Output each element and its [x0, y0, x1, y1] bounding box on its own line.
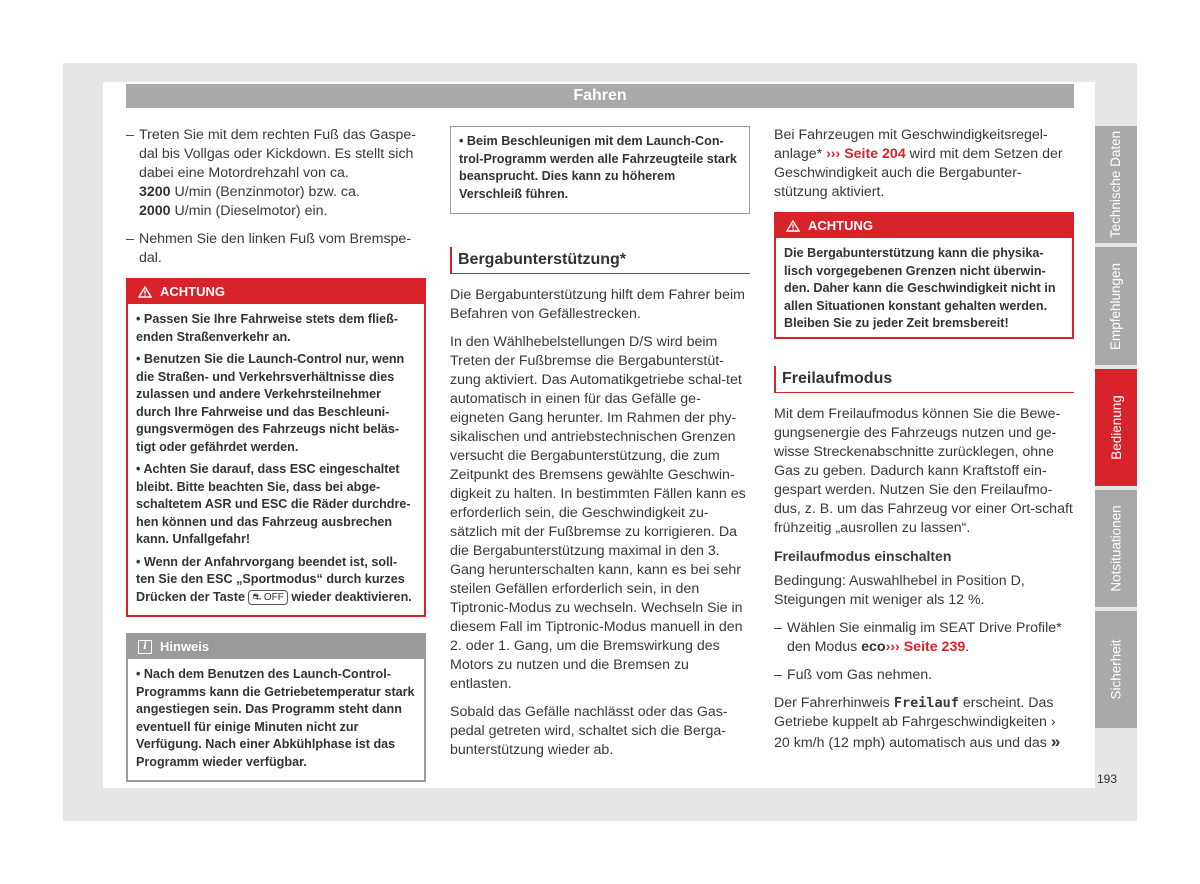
section-heading: Bergabunterstützung*: [450, 250, 750, 274]
rpm-diesel: 2000: [139, 203, 171, 219]
tab-notsituationen[interactable]: [1095, 490, 1137, 607]
warning-box: [126, 278, 426, 617]
step-text: .: [965, 638, 970, 655]
warning-bullet: • Achten Sie darauf, dass ESC eingeschaltet bleibt. Bitte beachten Sie, dass bei abge-schaltetem ASR und ESC die Räder durchdre-hen können und das Fahrzeug ausbrechen kann. Unfallgefahr!: [136, 461, 416, 549]
column-3: [774, 126, 1074, 762]
section-heading: Freilaufmodus: [774, 369, 1074, 393]
tab-bedienung[interactable]: [1095, 369, 1137, 486]
eco-mode-label: eco: [861, 638, 886, 655]
paragraph-text: Der Fahrerhinweis: [774, 694, 894, 711]
warning-title: ACHTUNG: [808, 218, 873, 233]
warning-title: ACHTUNG: [160, 284, 225, 299]
warning-triangle-icon: [786, 220, 800, 232]
warning-text: wieder deaktivieren.: [287, 589, 412, 604]
step-release-brake: – Nehmen Sie den linken Fuß vom Bremspe-dal.: [126, 230, 426, 268]
paragraph: Mit dem Freilaufmodus können Sie die Bewe-gungsenergie des Fahrzeugs nutzen und ge-wisse Streckenabschnitte zurücklegen, ohne Gas zu geben. Dadurch kann Kraftstoff ein-gespart werden. Nutzen Sie den Freilaufmo-dus, z. B. um das Fahrzeug vor einer Ort-schaft frühzeitig „ausrollen zu lassen“.: [774, 405, 1073, 536]
tab-technische-daten[interactable]: [1095, 126, 1137, 243]
info-icon: i: [138, 640, 152, 654]
paragraph-text: Bei Fahrzeugen mit Geschwindigkeitsregel-anlage*: [774, 127, 1048, 162]
note-header: [128, 635, 424, 659]
paragraph: Bedingung: Auswahlhebel in Position D, Steigungen mit weniger als 12 %.: [774, 572, 1025, 608]
step-text: U/min (Benzinmotor) bzw. ca.: [170, 184, 360, 200]
note-title: Hinweis: [160, 639, 210, 654]
tab-label: Sicherheit: [1108, 639, 1124, 700]
tab-sicherheit[interactable]: [1095, 611, 1137, 728]
paragraph-text: erscheint. Das Getriebe kuppelt ab Fahrgeschwindigkeiten › 20 km/h (12 mph) automatisch aus und das: [774, 694, 1056, 751]
note-bullet: • Nach dem Benutzen des Launch-Control-Programms kann die Getriebetemperatur stark angestiegen sein. Das Programm steht dann eventuell für einige Minuten nicht zur Verfügung. Nach einer Abkühlphase ist das Programm wieder verfügbar.: [136, 666, 416, 771]
rpm-petrol: 3200: [139, 184, 171, 200]
warning-header: [128, 280, 424, 304]
subheading: Freilaufmodus einschalten: [774, 547, 952, 564]
section-header: Fahren: [126, 84, 1074, 108]
page-reference-link[interactable]: ››› Seite 204: [826, 146, 906, 162]
warning-body: Die Bergabunterstützung kann die physika-lisch vorgegebenen Grenzen nicht überwin-den. Daher kann die Geschwindigkeit nicht in allen Situationen konstant gehalten werden. Bleiben Sie zu jeder Zeit bremsbereit!: [784, 246, 1056, 330]
paragraph: [774, 694, 1074, 753]
step-accelerate: [126, 126, 426, 221]
note-body: [128, 659, 424, 780]
page-number: 193: [1097, 772, 1118, 786]
column-1: [126, 126, 426, 782]
warning-bullet: • Benutzen Sie die Launch-Control nur, wenn die Straßen- und Verkehrsverhältnisse dies zulassen und andere Verkehrsteilnehmer durch Ihre Fahrweise und das Beschleuni-gungsvermögen des Fahrzeugs nicht beläs-tigt oder gefährdet werden.: [136, 351, 416, 456]
step-text: Treten Sie mit dem rechten Fuß das Gaspe-dal bis Vollgas oder Kickdown. Es stellt sich dabei eine Motordrehzahl von ca.: [139, 127, 417, 181]
paragraph: Die Bergabunterstützung hilft dem Fahrer beim Befahren von Gefällestrecken.: [450, 287, 745, 322]
note-bullet: • Beim Beschleunigen mit dem Launch-Con-trol-Programm werden alle Fahrzeugteile stark beansprucht. Dies kann zu höherem Verschleiß führen.: [459, 133, 741, 203]
step-text: Wählen Sie einmalig im SEAT Drive Profile* den Modus: [787, 619, 1062, 655]
paragraph-text: wird mit dem Setzen der Geschwindigkeit auch die Bergabunter-stützung aktiviert.: [774, 146, 1063, 200]
warning-text: Wenn der Anfahrvorgang beendet ist, soll-ten Sie den ESC „Sportmodus“ durch kurzes Drücken der Taste: [136, 554, 405, 604]
warning-bullet: • Passen Sie Ihre Fahrweise stets dem fließ-enden Straßenverkehr an.: [136, 311, 416, 346]
step-select-mode: [774, 619, 1074, 657]
warning-triangle-icon: [138, 286, 152, 298]
note-box: [126, 633, 426, 782]
paragraph: Sobald das Gefälle nachlässt oder das Gas-pedal getreten wird, schaltet sich die Berga-bunterstützung wieder ab.: [450, 704, 728, 758]
step-release-gas: – Fuß vom Gas nehmen.: [774, 666, 1074, 685]
step-text: U/min (Dieselmotor) ein.: [170, 203, 328, 219]
tab-label: Technische Daten: [1108, 130, 1124, 239]
page-reference-link[interactable]: ››› Seite 239: [885, 638, 966, 655]
launch-control-note: [450, 126, 750, 214]
tab-label: Notsituationen: [1108, 505, 1124, 592]
warning-body: [128, 304, 424, 615]
warning-box: [774, 212, 1074, 339]
tab-label: Bedienung: [1108, 395, 1124, 460]
paragraph: In den Wählhebelstellungen D/S wird beim Treten der Fußbremse die Bergabunterstüt-zung aktiviert. Das Automatikgetriebe schal-tet automatisch in einen für das Gefälle ge-eigneten Gang herunter. Im Rahmen der phy-sikalischen und antriebstechnischen Grenzen versucht die Bergabunterstützung, die zum Zeitpunkt des Bremsens gewählte Geschwin-digkeit zu halten. In bestimmten Fällen kann es erforderlich sein, die Geschwindigkeit zu-sätzlich mit der Fußbremse zu korrigieren. Da die Bergabunterstützung maximal in den 3. Gang herunterschalten kann, kann es bei sehr steilen Gefällen erforderlich sein, in den Tiptronic-Modus zu wechseln. Wechseln Sie in diesem Fall im Tiptronic-Modus manuell in den 2. oder 1. Gang, um die Bremswirkung des Motors zu nutzen und die Bremsen zu entlasten.: [450, 334, 746, 692]
tab-label: Empfehlungen: [1108, 262, 1124, 350]
warning-bullet: [136, 554, 416, 607]
paragraph: [774, 126, 1074, 202]
tab-empfehlungen[interactable]: [1095, 247, 1137, 365]
continued-icon: »: [1050, 731, 1061, 751]
esc-off-key-icon: ⛐ OFF: [248, 590, 287, 605]
display-message: Freilauf: [893, 694, 959, 711]
column-2: [450, 126, 750, 769]
warning-header: [776, 214, 1072, 238]
